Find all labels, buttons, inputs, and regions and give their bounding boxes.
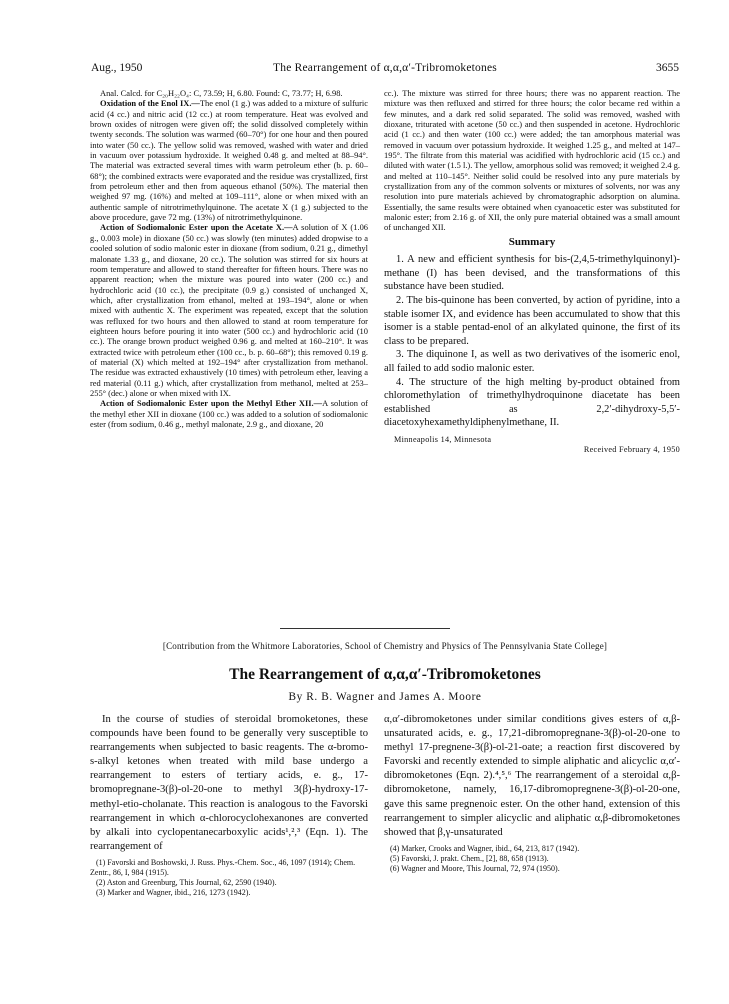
summary-item: 1. A new and efficient synthesis for bis-(2,4,5-trimethylquinonyl)-methane (I) has been devised, and the transformations of this substance have been studied. (384, 254, 680, 293)
summary-list (384, 253, 680, 430)
summary-item: 2. The bis-quinone has been converted, by action of pyridine, into a stable isomer IX, and evidence has been accumulated to show that this isomer is a stable pentad-enol of an alkylated quinone, the first of its class to be prepared. (384, 294, 680, 347)
footnote: (2) Aston and Greenburg, This Journal, 62, 2590 (1940). (96, 877, 277, 887)
header-title: The Rearrangement of α,α,α′-Tribromoketones (273, 62, 497, 74)
intro-paragraph: In the course of studies of steroidal bromoketones, these compounds have been found to be generally very susceptible to rearrangements when subjected to basic reagents. The α-bromo-s-alkyl ketones when treated with mild base undergo a rearrangement to esters of tertiary acids, e. g., 17-bromopregnane-3(β)-ol-20-one to methyl 3(β)-hydroxy-17-methyl-etio-cholanate. This reaction is analogous to the Favorski rearrangement in which α-chlorocyclohexanones are converted by alkali into cyclopentanecarboxylic acids¹,²,³ (Eqn. 1). The rearrangement of (90, 714, 368, 852)
oxidation-heading: Oxidation of the Enol IX.— (100, 98, 200, 109)
methyl-ether-paragraph: Action of Sodiomalonic Ester upon the Methyl Ether XII.—A solution of the methyl ether XII in dioxane (100 cc.) was added to a solution of sodiomalonic ester (from sodium, 0.46 g., methyl malonate, 2.9 g., and dioxane, 20 (90, 398, 368, 429)
author-location: Minneapolis 14, Minnesota (394, 434, 492, 444)
received-date: Received February 4, 1950 (583, 445, 680, 455)
analysis-paragraph: Anal. Calcd. for C₂₀H₂₂O₄: C, 73.59; H, 6.80. Found: C, 73.77; H, 6.98. (100, 88, 343, 98)
article-title: The Rearrangement of α,α,α′-Tribromoketones (229, 666, 541, 683)
footnote: (4) Marker, Crooks and Wagner, ibid., 64, 213, 817 (1942). (390, 843, 580, 853)
header-date: Aug., 1950 (91, 62, 143, 74)
methyl-ether-heading: Action of Sodiomalonic Ester upon the Methyl Ether XII.— (100, 398, 323, 409)
footnote: (1) Favorski and Boshowski, J. Russ. Phys.-Chem. Soc., 46, 1097 (1914); Chem. Zentr., 86, I, 984 (1915). (90, 857, 356, 877)
summary-heading: Summary (508, 235, 556, 248)
bottom-left-column (90, 713, 368, 898)
top-right-column (384, 88, 680, 464)
footnote: (6) Wagner and Moore, This Journal, 72, 974 (1950). (390, 863, 560, 873)
summary-item: 4. The structure of the high melting by-product obtained from chloromethylation of trimethylhydroquinone diacetate has been established as 2,2′-dihydroxy-5,5′-diacetoxyhexamethyldiphenylmethane, II. (384, 376, 680, 429)
section-divider (280, 628, 450, 629)
top-left-column (90, 88, 368, 429)
contribution-note: [Contribution from the Whitmore Laboratories, School of Chemistry and Physics of The Pennsylvania State College] (162, 641, 608, 651)
acetate-paragraph: Action of Sodiomalonic Ester upon the Acetate X.—A solution of X (1.06 g., 0.003 mole) in dioxane (50 cc.) was slowly (ten minutes) added dropwise to a cooled solution of sodio malonic ester in dioxane (from sodium, 0.21 g., dimethyl malonate 1.33 g., and dioxane, 20 cc.). The solution was stirred for six hours at room temperature and allowed to stand thereafter for fifteen hours. There was no apparent reaction; when the mixture was poured into water (200 cc.) and hydrochloric acid (10 cc.), the precipitate (0.9 g.) consisted of unchanged X, which, after crystallization from ethanol, melted at 193–194°, alone or when mixed with authentic X. The experiment was repeated, except that the solution was refluxed for two hours and then allowed to stand at room temperature for eighteen hours before pouring it into water (500 cc.) and hydrochloric acid (10 cc.). The orange brown product weighed 0.96 g. and melted at 160–210°. It was extracted twice with petroleum ether (100 cc., b. p. 60–68°); this removed 0.19 g. of material (X) which melted at 192–194° after crystallization from methanol. The residue was extracted exhaustively (10 times) with petroleum ether, leaving a red material (0.11 g.) which, after crystallization from methanol, melted at 253–255° (dec.) alone or when mixed with IX. (90, 222, 369, 398)
author-byline: By R. B. Wagner and James A. Moore (288, 691, 482, 703)
bottom-right-column (384, 713, 680, 874)
footnote: (3) Marker and Wagner, ibid., 216, 1273 (1942). (96, 887, 251, 897)
continued-paragraph: cc.). The mixture was stirred for three hours; there was no apparent reaction. The mixture was then refluxed and stirred for three hours; the color became red within a few minutes, and a dark red solid separated. The solid was removed, washed with dioxane, triturated with acetone (50 cc.) and then suspended in acetone. Hydrochloric acid (1 cc.) and then water (100 cc.) were added; the tan amorphous material was removed in vacuum over potassium hydroxide. It weighed 1.25 g., and melted at 147–195°. The filtrate from this material was acidified with hydrochloric acid (15 cc.) and diluted with water (1.5 l.). The yellow, amorphous solid was removed; it weighed 2.4 g. and melted at 110–145°. Neither solid could be resolved into any pure materials by crystallization from any of the common solvents or mixtures of solvents, nor was any resolution into pure materials achieved by chromatographic adsorption on alumina. Essentially, the same results were obtained when cyanoacetic ester was substituted for malonic ester; from 2.16 g. of XII, the only pure material obtained was a small amount of unchanged XII. (384, 88, 680, 233)
summary-item: 3. The diquinone I, as well as two derivatives of the isomeric enol, all failed to add sodio malonic ester. (384, 349, 680, 374)
footnote: (5) Favorski, J. prakt. Chem., [2], 88, 658 (1913). (390, 853, 549, 863)
header-page-number: 3655 (656, 62, 679, 74)
continued-intro-paragraph: α,α′-dibromoketones under similar conditions gives esters of α,β-unsaturated acids, e. g., 17,21-dibromopregnane-3(β)-ol-20-one to methyl 17-pregnene-3(β)-ol-21-oate; a reaction first discovered by Favorski and recently extended to simple aliphatic and alicyclic α,α′-dibromoketones (Eqn. 2).⁴,⁵,⁶ The rearrangement of a steroidal α,β-dibromoketone, namely, 16,17-dibromopregnene-3(β)-ol-20-one, gave this same pregnenoic ester. On the other hand, extension of this rearrangement to simpler alicyclic and aliphatic α,β-dibromoketones showed that β,γ-unsaturated (384, 714, 680, 838)
acetate-heading: Action of Sodiomalonic Ester upon the Acetate X.— (100, 222, 293, 233)
oxidation-paragraph: Oxidation of the Enol IX.—The enol (1 g.) was added to a mixture of sulfuric acid (4 cc.) and nitric acid (12 cc.) at room temperature. Heat was evolved and brown oxides of nitrogen were given off; the solid dissolved completely within twenty seconds. The solution was warmed (60–70°) for one hour and then poured into water (50 cc.). The yellow solid was removed, washed with water and dried in vacuum over potassium hydroxide. It weighed 0.48 g. and melted at 88–94°. The material was extracted several times with warm petroleum ether (b. p. 60–68°); the combined extracts were evaporated and the residue was crystallized, first from petroleum ether and then from aqueous ethanol (50%). The material then weighed 97 mg. (16%) and melted at 109–111°, alone or when mixed with an authentic sample of nitrotrimethylquinone. The acetate X (1 g.) subjected to the above procedure, gave 72 mg. (13%) of nitrotrimethylquinone. (90, 98, 369, 223)
running-header (91, 62, 679, 76)
